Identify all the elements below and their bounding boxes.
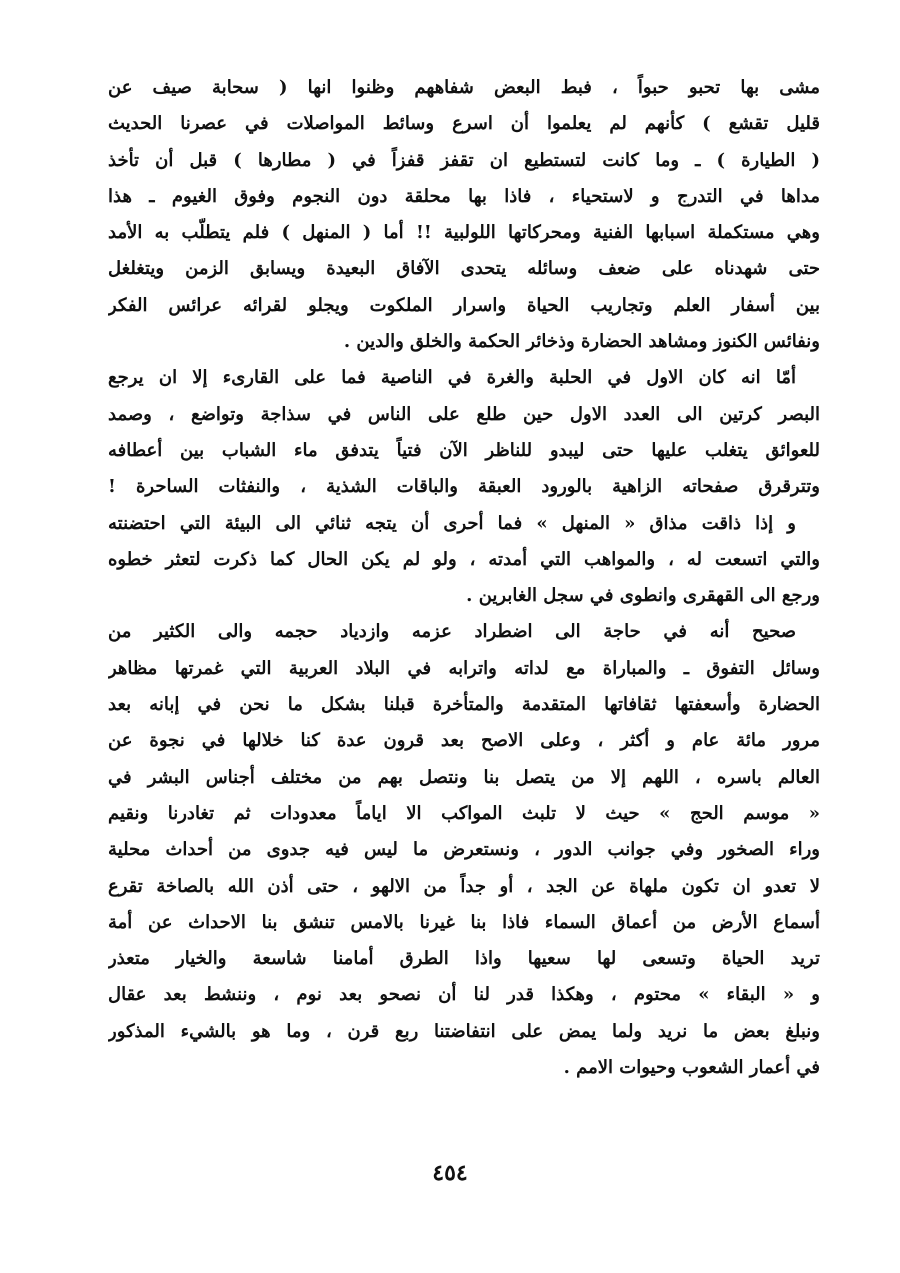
text-line: وراء الصخور وفي جوانب الدور ، ونستعرض ما ليس فيه جدوى من أحداث محلية: [108, 839, 820, 861]
text-line: وسائل التفوق ـ والمباراة مع لداته واترابه في البلاد العربية التي غمرتها مظاهر: [108, 657, 820, 679]
text-line: و إذا ذاقت مذاق « المنهل » فما أحرى أن يتجه ثنائي الى البيئة التي احتضنته: [108, 512, 796, 534]
text-line: تريد الحياة وتسعى لها سعيها واذا الطرق أمامنا شاسعة والخيار متعذر: [108, 948, 820, 970]
text-line: مداها في التدرج و لاستحياء ، فاذا بها محلقة دون النجوم وفوق الغيوم ـ هذا: [108, 185, 820, 207]
text-line: والتي اتسعت له ، والمواهب التي أمدته ، ولو لم يكن الحال كما ذكرت لتعثر خطوه: [108, 548, 820, 570]
text-line: البصر كرتين الى العدد الاول حين طلع على الناس في سذاجة وتواضع ، وصمد: [108, 403, 820, 425]
text-line: الحضارة وأسعفتها ثقافاتها المتقدمة والمتأخرة قبلنا بشكل ما نحن في إبانه بعد: [108, 694, 820, 716]
text-line: قليل تقشع ) كأنهم لم يعلموا أن اسرع وسائط المواصلات في عصرنا الحديث: [108, 113, 820, 135]
text-line: بين أسفار العلم وتجاريب الحياة واسرار الملكوت ويجلو لقرائه عرائس الفكر: [108, 294, 820, 316]
text-line: في أعمار الشعوب وحيوات الامم .: [563, 1057, 820, 1079]
text-line: أمّا انه كان الاول في الحلبة والغرة في الناصية فما على القارىء إلا ان يرجع: [108, 367, 796, 389]
text-line: ونبلغ بعض ما نريد ولما يمض على انتفاضتنا ربع قرن ، وما هو بالشيء المذكور: [108, 1020, 820, 1042]
text-line: العالم باسره ، اللهم إلا من يتصل بنا ونتصل بهم من مختلف أجناس البشر في: [108, 766, 820, 788]
text-line: أسماع الأرض من أعماق السماء فاذا بنا غيرنا بالامس تنشق بنا الاحداث عن أمة: [108, 911, 820, 933]
text-line: صحيح أنه في حاجة الى اضطراد عزمه وازدياد حجمه والى الكثير من: [108, 621, 796, 643]
text-line: مرور مائة عام و أكثر ، وعلى الاصح بعد قرون عدة كنا خلالها في نجوة عن: [108, 730, 820, 752]
text-line: و « البقاء » محتوم ، وهكذا قدر لنا أن نصحو بعد نوم ، وننشط بعد عقال: [108, 984, 820, 1006]
text-line: ونفائس الكنوز ومشاهد الحضارة وذخائر الحكمة والخلق والدين .: [343, 331, 820, 353]
text-line: مشى بها تحبو حبواً ، فبط البعض شفاههم وظنوا انها ( سحابة صيف عن: [108, 77, 820, 98]
text-line: حتى شهدناه على ضعف وسائله يتحدى الآفاق البعيدة ويسابق الزمن ويتغلغل: [108, 258, 820, 280]
text-line: لا تعدو ان تكون ملهاة عن الجد ، أو جداً من الالهو ، حتى أذن الله بالصاخة تقرع: [108, 875, 820, 897]
text-line: ورجع الى القهقرى وانطوى في سجل الغابرين .: [466, 585, 820, 607]
text-line: وهي مستكملة اسبابها الفنية ومحركاتها اللولبية !! أما ( المنهل ) فلم يتطلّب به الأمد: [108, 222, 820, 244]
text-line: ( الطيارة ) ـ وما كانت لتستطيع ان تقفز قفزاً في ( مطارها ) قبل أن تأخذ: [108, 149, 820, 171]
text-line: « موسم الحج » حيث لا تلبث المواكب الا اياماً معدودات ثم تغادرنا ونقيم: [108, 802, 820, 824]
text-line: وتترقرق صفحاته الزاهية بالورود العبقة والباقات الشذية ، والنفثات الساحرة !: [108, 476, 820, 498]
page-number: ٤٥٤: [432, 1160, 468, 1186]
body-text: [108, 70, 820, 1086]
text-line: للعوائق يتغلب عليها حتى ليبدو للناظر الآن فتياً يتدفق ماء الشباب بين أعطافه: [108, 439, 820, 461]
